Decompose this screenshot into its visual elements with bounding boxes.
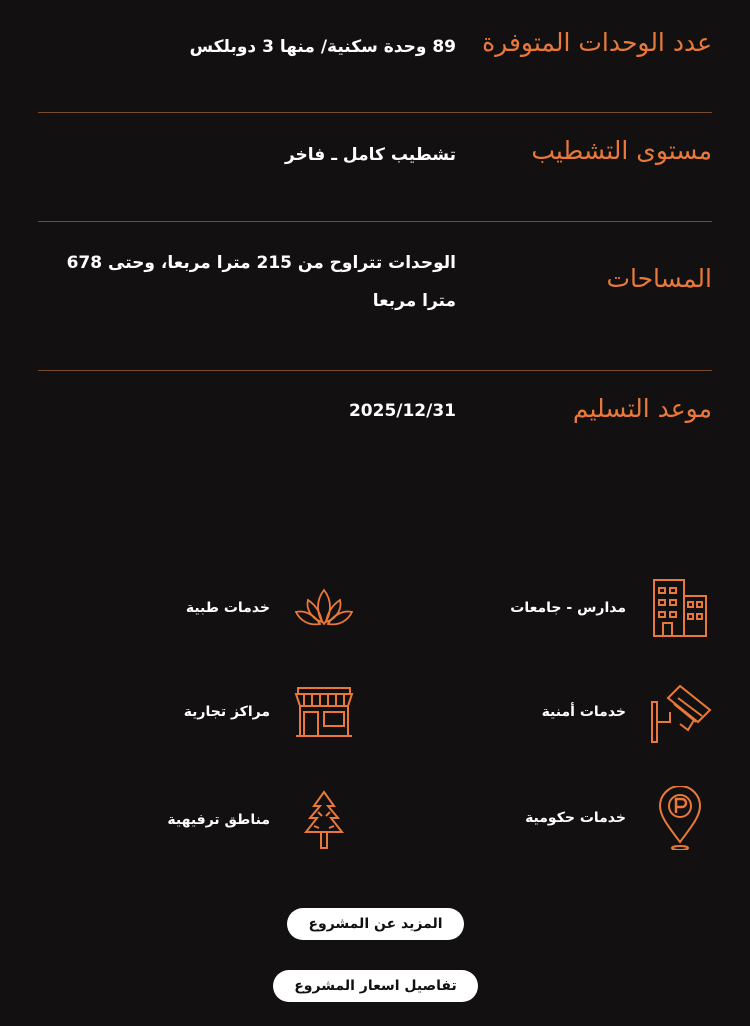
feature-label-commercial: مراكز تجارية <box>183 704 270 720</box>
divider <box>38 112 712 113</box>
spec-label-units: عدد الوحدات المتوفرة <box>482 28 712 57</box>
divider <box>38 370 712 371</box>
tree-icon <box>292 788 356 852</box>
feature-commercial <box>184 680 356 744</box>
shop-icon <box>292 680 356 744</box>
feature-schools <box>510 576 712 640</box>
lotus-icon <box>292 576 356 640</box>
feature-label-medical: خدمات طبية <box>185 600 270 616</box>
spec-label-delivery: موعد التسليم <box>572 394 712 423</box>
feature-label-schools: مدارس - جامعات <box>510 600 626 616</box>
spec-row-units <box>38 28 712 68</box>
spec-label-areas: المساحات <box>606 264 712 293</box>
feature-government <box>525 786 712 850</box>
location-pin-icon <box>648 786 712 850</box>
more-about-project-button[interactable]: المزيد عن المشروع <box>287 908 464 940</box>
spec-value-finishing: تشطيب كامل ـ فاخر <box>284 145 456 165</box>
spec-value-units: 89 وحدة سكنية/ منها 3 دوبلكس <box>189 37 456 57</box>
project-prices-button[interactable]: تفاصيل اسعار المشروع <box>273 970 478 1002</box>
feature-label-government: خدمات حكومية <box>525 810 626 826</box>
spec-row-areas <box>38 244 712 324</box>
feature-label-entertainment: مناطق ترفيهية <box>167 812 270 828</box>
feature-security <box>542 680 712 744</box>
security-camera-icon <box>648 680 712 744</box>
spec-row-delivery <box>38 392 712 432</box>
spec-row-finishing <box>38 136 712 176</box>
spec-value-delivery: 2025/12/31 <box>348 401 456 421</box>
feature-entertainment <box>167 788 356 852</box>
spec-value-areas: الوحدات تتراوح من 215 مترا مربعا، وحتى 678 مترا مربعا <box>66 253 456 311</box>
spec-label-finishing: مستوى التشطيب <box>531 136 712 165</box>
feature-label-security: خدمات أمنية <box>541 704 626 720</box>
feature-medical <box>186 576 356 640</box>
building-icon <box>648 576 712 640</box>
divider <box>38 221 712 222</box>
